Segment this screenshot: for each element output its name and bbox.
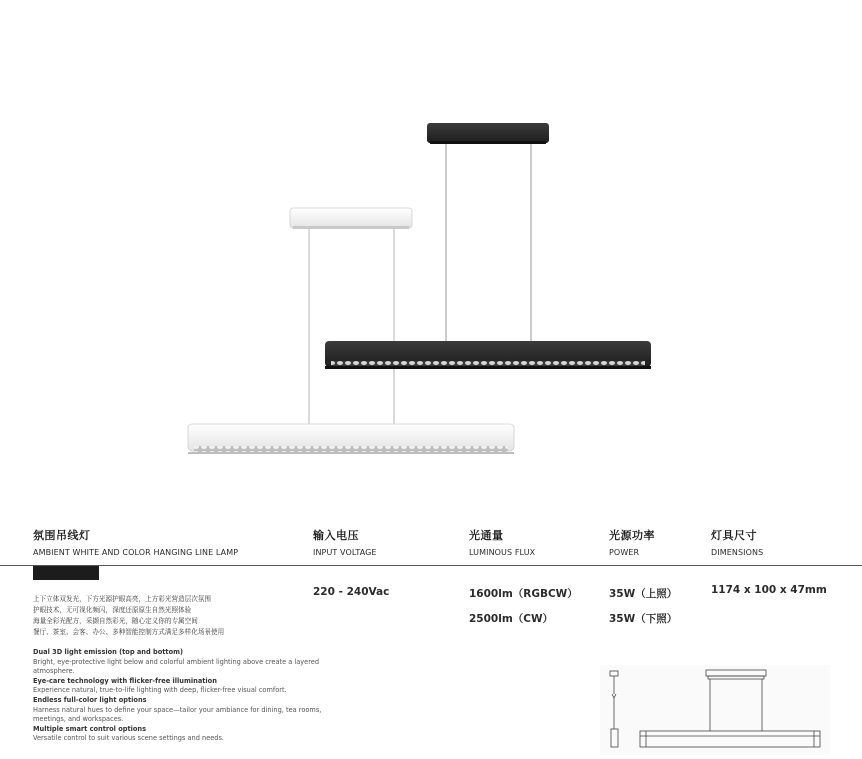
spec-label-zh: 输入电压 (313, 529, 359, 542)
spec-value-dimensions: 1174 x 100 x 47mm (711, 584, 827, 596)
spec-label-en: POWER (609, 548, 640, 557)
spec-label-en: LUMINOUS FLUX (469, 548, 536, 557)
spec-value-power-up: 35W（上照） (609, 588, 678, 600)
feature-heading: Multiple smart control options (33, 724, 147, 733)
spec-label-zh: 灯具尺寸 (711, 529, 757, 542)
product-title (33, 527, 238, 557)
description-zh-line: 餐厅、茶室、会客、办公、多种智能控制方式满足多样化场景使用 (33, 628, 225, 636)
product-title-en: AMBIENT WHITE AND COLOR HANGING LINE LAMP (33, 548, 239, 557)
black-lamp-body (325, 341, 651, 369)
spec-power (609, 527, 655, 557)
spec-luminous-flux (469, 527, 535, 557)
label-bar (33, 566, 99, 580)
section-divider (0, 565, 862, 566)
feature-heading: Dual 3D light emission (top and bottom) (33, 648, 183, 656)
spec-value-flux-rgbcw: 1600lm（RGBCW） (469, 588, 578, 600)
description-zh-line: 海量全彩光配方，采撷自然彩光，随心定义你的专属空间 (33, 617, 198, 625)
feature-heading: Eye-care technology with flicker-free illumination (33, 676, 217, 685)
white-lamp-body (188, 424, 514, 454)
product-title-zh: 氛围吊线灯 (33, 529, 91, 542)
spec-input-voltage (313, 527, 377, 557)
description-zh-line: 护眼技术，无可视化频闪，深度还原原生自然光照体验 (33, 606, 192, 614)
feature-text: Versatile control to suit various scene settings and needs. (33, 734, 225, 743)
white-lamp-canopy (290, 208, 412, 229)
technical-drawing (600, 665, 830, 755)
description-zh (33, 594, 313, 638)
feature-text: Experience natural, true-to-life lighting with deep, flicker-free visual comfort. (33, 686, 287, 695)
feature-heading: Endless full-color light options (33, 695, 147, 704)
spec-label-en: DIMENSIONS (711, 548, 764, 557)
description-zh-line: 上下立体双发光，下方光源护眼高亮，上方彩光营造层次氛围 (33, 595, 212, 603)
feature-text: Bright, eye-protective light below and colorful ambient lighting above create a layered atmosphere. (33, 657, 320, 676)
spec-value-flux-cw: 2500lm（CW） (469, 613, 554, 625)
features-en (33, 648, 323, 744)
spec-value-power-down: 35W（下照） (609, 613, 678, 625)
black-lamp-canopy (427, 123, 549, 144)
spec-value-voltage: 220 - 240Vac (313, 586, 390, 598)
spec-label-zh: 光源功率 (609, 529, 655, 542)
spec-dimensions (711, 527, 763, 557)
spec-label-zh: 光通量 (469, 529, 504, 542)
feature-text: Harness natural hues to define your space—tailor your ambiance for dining, tea rooms, meetings, and workspaces. (33, 705, 322, 724)
spec-label-en: INPUT VOLTAGE (313, 548, 377, 557)
